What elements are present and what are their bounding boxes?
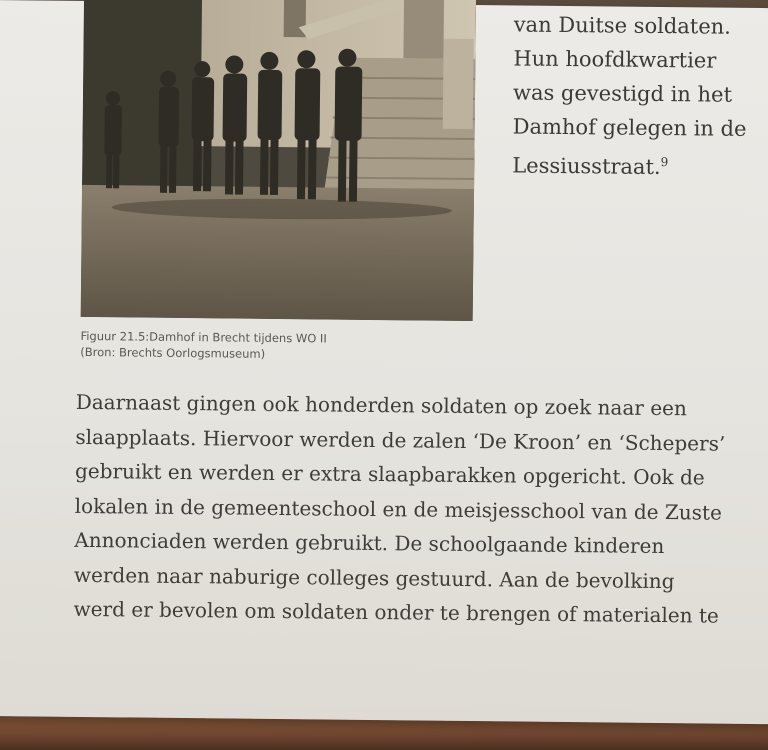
caption-title: Figuur 21.5:Damhof in Brecht tijdens WO II <box>80 328 327 346</box>
side-line: Damhof gelegen in de <box>512 114 747 141</box>
side-line-text: Lessiusstraat. <box>512 153 661 179</box>
paragraph-line: Daarnaast gingen ook honderden soldaten op zoek naar een <box>75 389 687 421</box>
paragraph-line: slaapplaats. Hiervoor werden de zalen ‘De Kroon’ en ‘Schepers’ <box>75 424 726 456</box>
building-door <box>403 0 444 59</box>
figure-caption <box>80 328 400 363</box>
caption-source: (Bron: Brechts Oorlogsmuseum) <box>80 344 266 361</box>
side-line: Hun hoofdkwartier <box>513 46 717 73</box>
trees-left <box>82 0 204 196</box>
paragraph-line: gebruikt en werden er extra slaapbarakken opgericht. Ook de <box>74 458 705 490</box>
footnote-reference: 9 <box>660 154 669 170</box>
paragraph-line: Annonciaden werden gebruikt. De schoolgaande kinderen <box>74 527 665 559</box>
paragraph-line: lokalen in de gemeenteschool en de meisjesschool van de Zuste <box>74 493 722 525</box>
side-line: was gevestigd in het <box>512 80 733 107</box>
side-paragraph <box>512 7 768 185</box>
paragraph-line: werden naar naburige colleges gestuurd. Aan de bevolking <box>73 562 675 593</box>
paragraph-line: werd er bevolen om soldaten onder te brengen of materialen te <box>73 596 719 628</box>
side-line: van Duitse soldaten. <box>513 12 732 39</box>
historical-photo-soldiers <box>81 0 476 321</box>
side-line-last <box>512 143 768 185</box>
main-paragraph <box>73 385 768 634</box>
stone-pillar <box>443 39 474 129</box>
photo-illustration <box>81 0 476 321</box>
